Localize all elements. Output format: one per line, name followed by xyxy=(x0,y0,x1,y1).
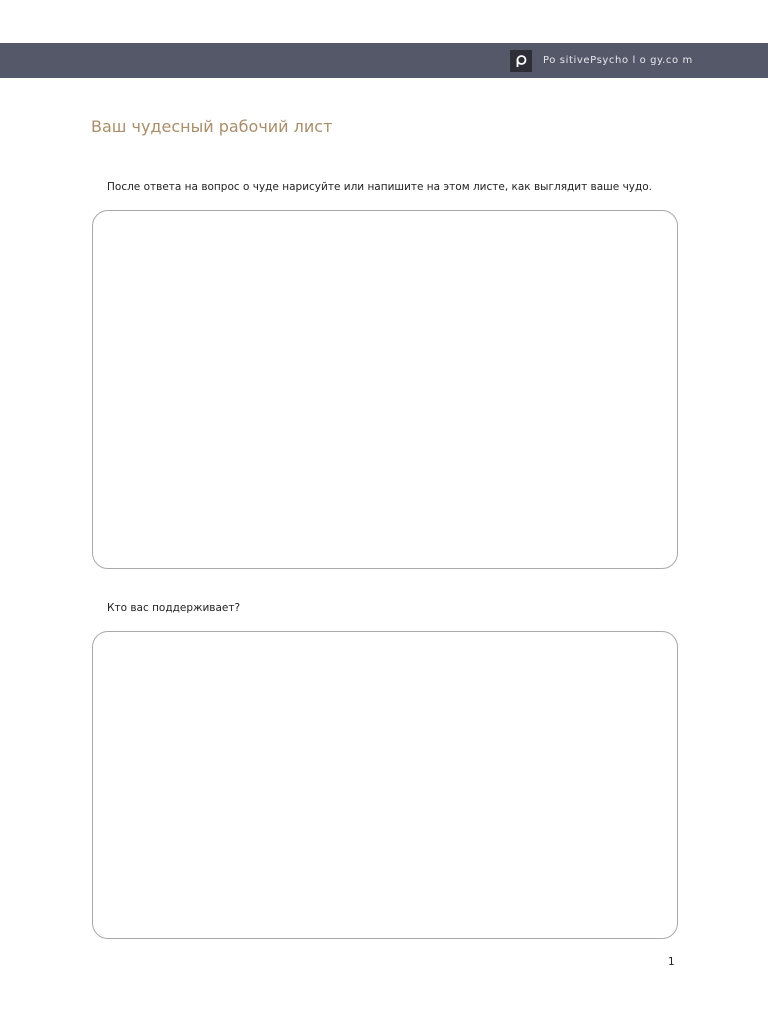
page-number: 1 xyxy=(668,956,675,968)
section-prompt-miracle: После ответа на вопрос о чуде нарисуйте или напишите на этом листе, как выглядит ваше чудо. xyxy=(107,181,653,193)
section-prompt-support: Кто вас поддерживает? xyxy=(107,602,241,614)
brand xyxy=(510,49,693,72)
answer-box-support[interactable] xyxy=(92,631,678,939)
p-logo-icon xyxy=(510,50,532,72)
page-title: Ваш чудесный рабочий лист xyxy=(91,117,333,136)
answer-box-miracle[interactable] xyxy=(92,210,678,569)
header-bar xyxy=(0,43,768,78)
site-name: Po sitivePsycho l o gy.co m xyxy=(543,55,693,66)
